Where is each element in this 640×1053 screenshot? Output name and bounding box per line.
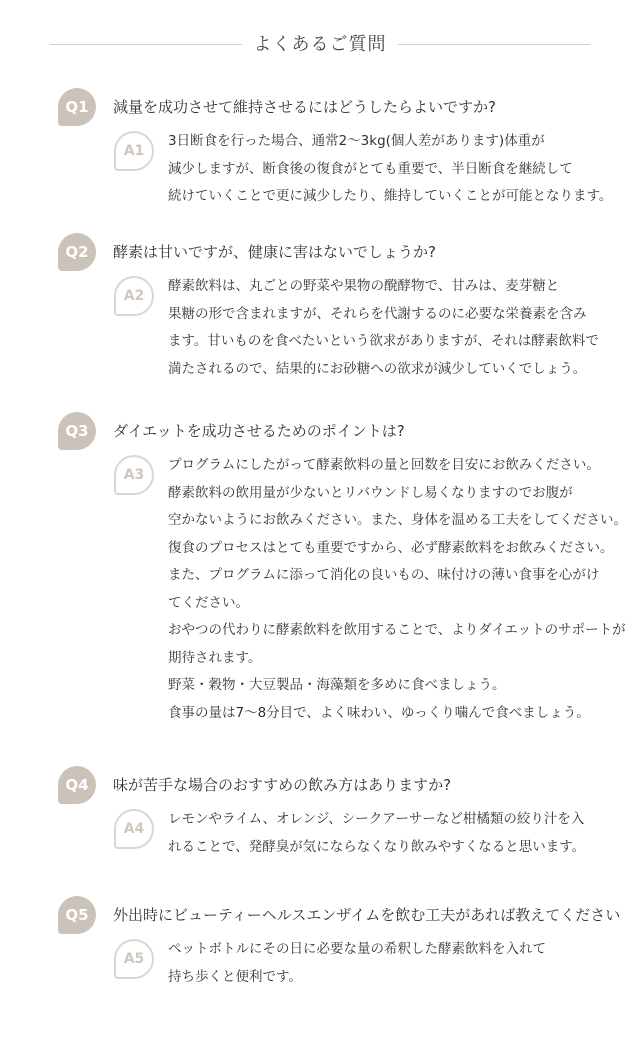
answer-line: 空かないようにお飲みください。また、身体を温める工夫をしてください。	[168, 512, 627, 528]
answer-text	[168, 128, 623, 211]
answer-badge: A4	[114, 809, 154, 849]
answer-line: レモンやライム、オレンジ、シークアーサーなど柑橘類の絞り汁を入	[168, 811, 585, 827]
answer-line: プログラムにしたがって酵素飲料の量と回数を目安にお飲みください。	[168, 457, 600, 473]
answer-line: 酵素飲料の飲用量が少ないとリバウンドし易くなりますのでお腹が	[168, 484, 573, 501]
answer-line: てください。	[168, 594, 249, 611]
answer-line: 期待されます。	[168, 649, 262, 666]
question-badge: Q3	[58, 412, 96, 450]
answer-badge: A5	[114, 939, 154, 979]
answer-text	[168, 936, 623, 991]
answer-badge: A2	[114, 276, 154, 316]
answer-line: 復食のプロセスはとても重要ですから、必ず酵素飲料をお飲みください。	[168, 539, 614, 556]
answer-badge: A1	[114, 131, 154, 171]
question-text: 酵素は甘いですが、健康に害はないでしょうか?	[113, 243, 436, 261]
answer-text	[168, 806, 623, 861]
answer-line: 3日断食を行った場合、通常2〜3kg(個人差があります)体重が	[168, 133, 545, 149]
question-badge: Q2	[58, 233, 96, 271]
question-text: 減量を成功させて維持させるにはどうしたらよいですか?	[113, 98, 496, 116]
question-text: 外出時にビューティーヘルスエンザイムを飲む工夫があれば教えてください	[113, 906, 621, 924]
answer-text	[168, 273, 623, 383]
answer-badge: A3	[114, 455, 154, 495]
answer-line: ペットボトルにその日に必要な量の希釈した酵素飲料を入れて	[168, 941, 546, 957]
question-badge: Q4	[58, 766, 96, 804]
page-title: よくあるご質問	[253, 34, 387, 55]
answer-line: 続けていくことで更に減少したり、維持していくことが可能となります。	[168, 188, 613, 204]
answer-line: 野菜・穀物・大豆製品・海藻類を多めに食べましょう。	[168, 677, 506, 693]
answer-line: また、プログラムに添って消化の良いもの、味付けの薄い食事を心がけ	[168, 567, 600, 583]
question-text: 味が苦手な場合のおすすめの飲み方はありますか?	[113, 776, 452, 794]
question-badge: Q1	[58, 88, 96, 126]
answer-line: 減少しますが、断食後の復食がとても重要で、半日断食を継続して	[168, 160, 573, 177]
answer-line: 持ち歩くと便利です。	[168, 968, 302, 985]
header-divider-right	[398, 44, 590, 45]
answer-line: ます。甘いものを食べたいという欲求がありますが、それは酵素飲料で	[168, 333, 599, 349]
answer-line: 酵素飲料は、丸ごとの野菜や果物の醗酵物で、甘みは、麦芽糖と	[168, 278, 560, 294]
answer-text	[168, 452, 627, 727]
answer-line: 満たされるので、結果的にお砂糖への欲求が減少していくでしょう。	[168, 360, 587, 377]
question-badge: Q5	[58, 896, 96, 934]
answer-line: 果糖の形で含まれますが、それらを代謝するのに必要な栄養素を含み	[168, 305, 587, 322]
answer-line: れることで、発酵臭が気にならなくなり飲みやすくなると思います。	[168, 838, 586, 855]
answer-line: おやつの代わりに酵素飲料を飲用することで、よりダイエットのサポートが	[168, 622, 626, 638]
header-divider-left	[50, 44, 242, 45]
faq-header	[0, 30, 640, 60]
question-text: ダイエットを成功させるためのポイントは?	[113, 422, 405, 440]
answer-line: 食事の量は7〜8分目で、よく味わい、ゆっくり噛んで食べましょう。	[168, 704, 590, 721]
